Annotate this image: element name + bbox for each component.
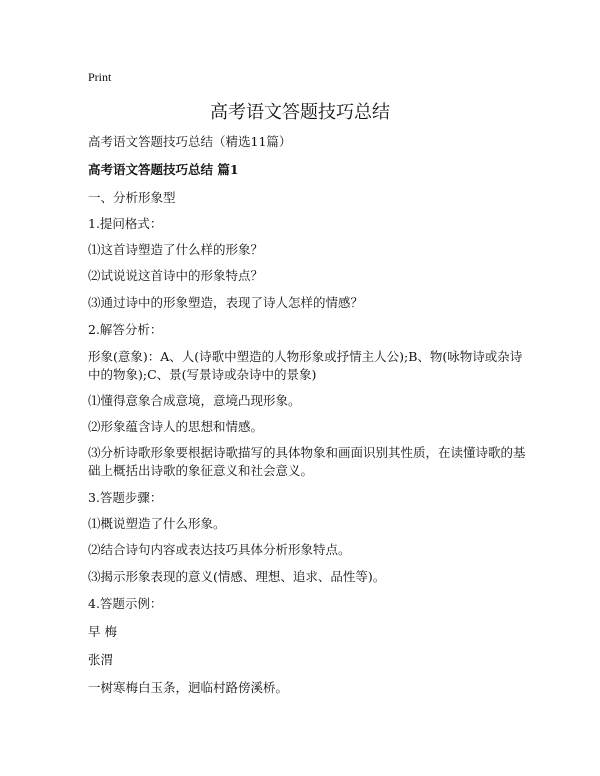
paragraph-7: 形象(意象)：A、人(诗歌中塑造的人物形象或抒情主人公);B、物(咏物诗或杂诗中的物象);C、景(写景诗或杂诗中的景象) [88,349,523,382]
paragraph-2: 1.提问格式： [88,216,163,231]
paragraph-5: ⑶通过诗中的形象塑造，表现了诗人怎样的情感？ [88,295,364,310]
paragraph-4: ⑵试说说这首诗中的形象特点？ [88,268,264,283]
section-heading: 高考语文答题技巧总结 篇1 [88,162,239,177]
paragraph-9: ⑵形象蕴含诗人的思想和情感。 [88,419,264,434]
paragraph-14: ⑶揭示形象表现的意义(情感、理想、追求、品性等)。 [88,569,386,584]
paragraph-17: 张渭 [88,652,114,667]
paragraph-6: 2.解答分析： [88,322,163,337]
paragraph-11: 3.答题步骤： [88,490,163,505]
document-title: 高考语文答题技巧总结 [210,102,390,123]
paragraph-8: ⑴懂得意象合成意境，意境凸现形象。 [88,393,301,408]
paragraph-13: ⑵结合诗句内容或表达技巧具体分析形象特点。 [88,542,351,557]
print-link[interactable]: Print [88,70,112,84]
paragraph-16: 早 梅 [88,624,117,639]
paragraph-10: ⑶分析诗歌形象要根据诗歌描写的具体物象和画面识别其性质，在读懂诗歌的基础上概括出诗歌的象征意义和社会意义。 [88,445,526,478]
paragraph-18: 一树寒梅白玉条，迥临村路傍溪桥。 [88,680,289,695]
paragraph-15: 4.答题示例： [88,596,163,611]
paragraph-3: ⑴这首诗塑造了什么样的形象？ [88,242,264,257]
paragraph-12: ⑴概说塑造了什么形象。 [88,516,226,531]
paragraph-1: 一、分析形象型 [88,190,176,205]
document-subtitle: 高考语文答题技巧总结（精选11篇） [88,134,292,149]
